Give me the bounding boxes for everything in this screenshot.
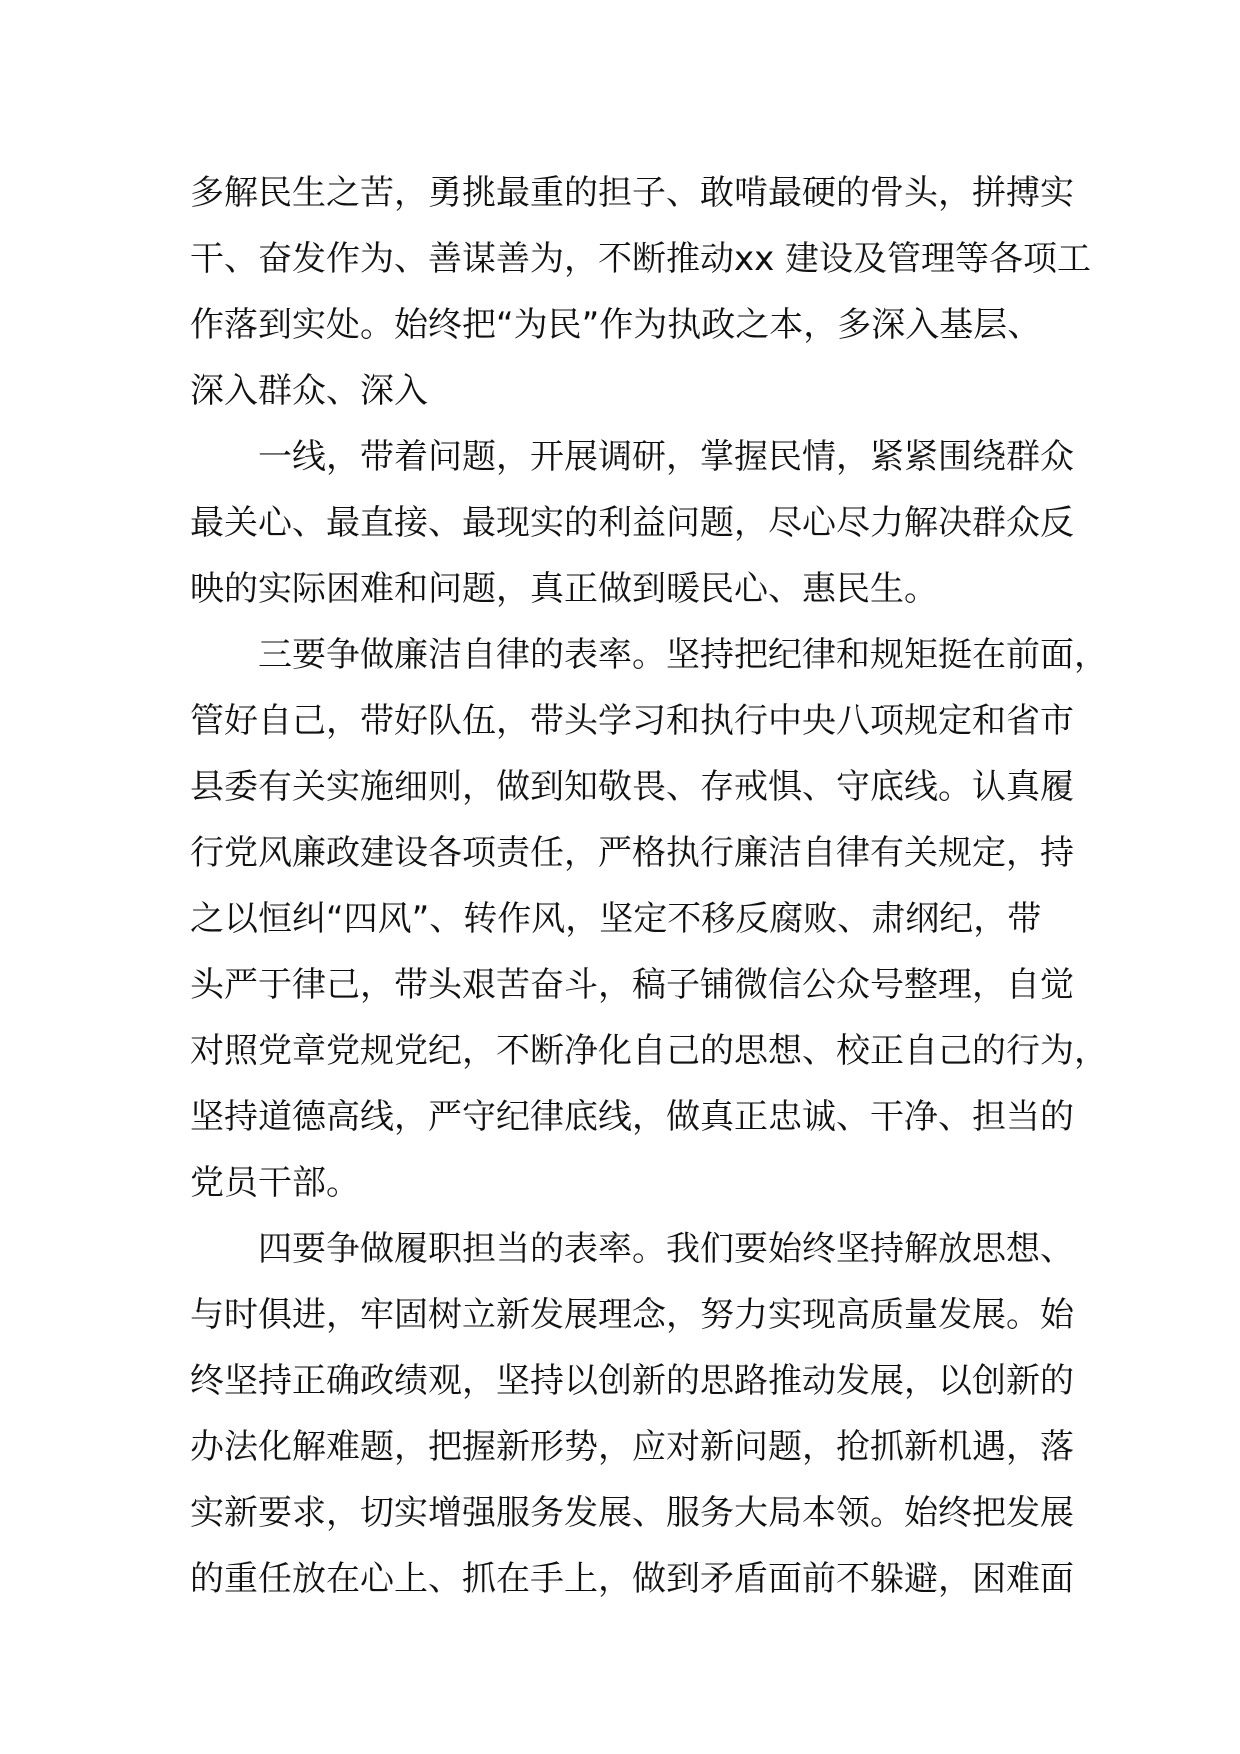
text-line: 管好自己，带好队伍，带头学习和执行中央八项规定和省市 [190,701,1074,741]
text-line: 办法化解难题，把握新形势，应对新问题，抢抓新机遇，落 [190,1427,1074,1467]
text-line: 多解民生之苦，勇挑最重的担子、敢啃最硬的骨头，拼搏实 [190,173,1074,213]
text-line: 一线，带着问题，开展调研，掌握民情，紧紧围绕群众 [258,437,1074,477]
text-line: 的重任放在心上、抓在手上，做到矛盾面前不躲避，困难面 [190,1559,1074,1599]
text-line: 四要争做履职担当的表率。我们要始终坚持解放思想、 [258,1229,1074,1269]
text-line: 终坚持正确政绩观，坚持以创新的思路推动发展，以创新的 [190,1361,1074,1401]
text-line: 映的实际困难和问题，真正做到暖民心、惠民生。 [190,569,938,609]
paragraph-4 [190,1216,1074,1612]
text-line: 干、奋发作为、善谋善为，不断推动xx 建设及管理等各项工 [190,239,1092,279]
paragraph-2 [190,424,1074,622]
text-line: 实新要求，切实增强服务发展、服务大局本领。始终把发展 [190,1493,1074,1533]
document-page [190,160,1108,1612]
text-line: 行党风廉政建设各项责任，严格执行廉洁自律有关规定，持 [190,833,1074,873]
text-line: 县委有关实施细则，做到知敬畏、存戒惧、守底线。认真履 [190,767,1074,807]
text-line: 与时俱进，牢固树立新发展理念，努力实现高质量发展。始 [190,1295,1074,1335]
text-line: 作落到实处。始终把“为民”作为执政之本，多深入基层、 [190,305,1042,345]
text-line: 对照党章党规党纪，不断净化自己的思想、校正自己的行为， [190,1031,1108,1071]
text-line: 坚持道德高线，严守纪律底线，做真正忠诚、干净、担当的 [190,1097,1074,1137]
text-line: 头严于律己，带头艰苦奋斗，稿子铺微信公众号整理，自觉 [190,965,1074,1005]
paragraph-1 [190,160,1092,424]
text-line: 三要争做廉洁自律的表率。坚持把纪律和规矩挺在前面， [258,635,1108,675]
text-line: 最关心、最直接、最现实的利益问题，尽心尽力解决群众反 [190,503,1074,543]
text-line: 党员干部。 [190,1163,360,1203]
text-line: 之以恒纠“四风”、转作风，坚定不移反腐败、肃纲纪，带 [190,899,1042,939]
text-line: 深入群众、深入 [190,371,428,411]
paragraph-3 [190,622,1108,1216]
